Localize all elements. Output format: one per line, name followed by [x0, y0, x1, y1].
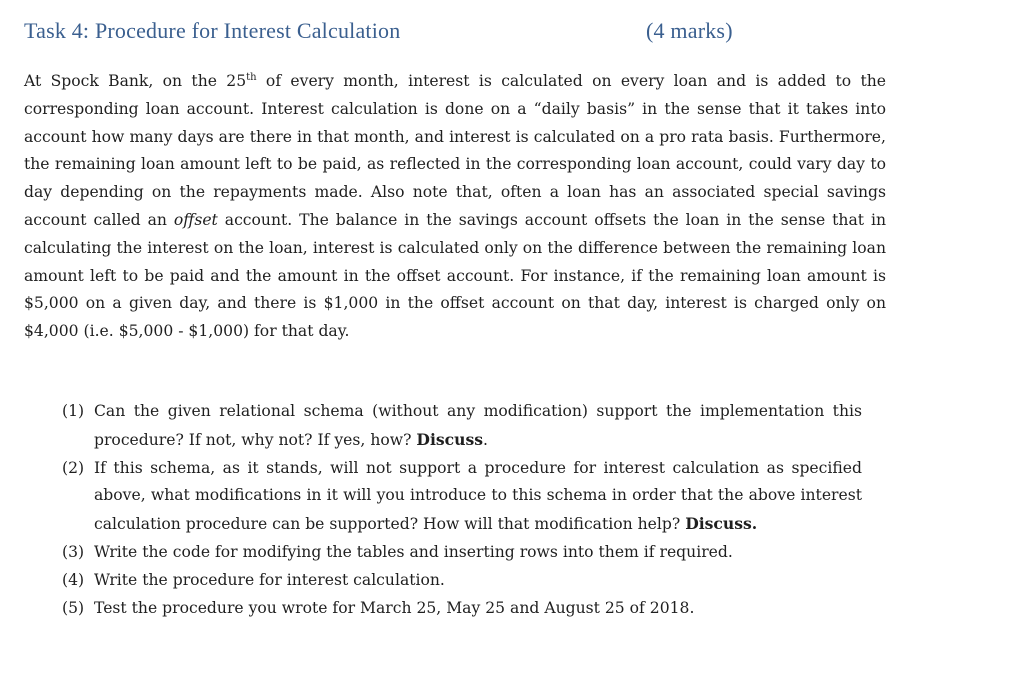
question-item	[62, 539, 862, 567]
question-emphasis: Discuss.	[685, 514, 758, 534]
question-item	[62, 398, 862, 455]
question-text: If this schema, as it stands, will not support a procedure for interest calculation as specified above, what modifications in it will you introduce to this schema in order that the above interest calculation procedure can be supported? How will that modification help?	[94, 458, 862, 534]
question-list	[62, 398, 862, 622]
question-number: (1)	[62, 402, 85, 420]
question-text: Write the procedure for interest calculation.	[94, 570, 445, 589]
intro-text-1: At Spock Bank, on the 25	[24, 72, 247, 90]
question-item	[62, 595, 862, 623]
task-title: Task 4: Procedure for Interest Calculation	[24, 18, 401, 43]
question-text: Test the procedure you wrote for March 25, May 25 and August 25 of 2018.	[94, 598, 695, 617]
intro-text-2: of every month, interest is calculated on every loan and is added to the corresponding loan account. Interest calculation is done on a “daily basis” in the sense that it takes into account how many days are there in that month, and interest is calculated on a pro rata basis. Furthermore, the remaining loan amount left to be paid, as reflected in the corresponding loan account, could vary day to day depending on the repayments made. Also note that, often a loan has an associated special savings account called an	[24, 72, 886, 229]
task-heading	[24, 18, 764, 50]
question-number: (3)	[62, 542, 85, 561]
question-number: (2)	[62, 458, 85, 477]
intro-paragraph	[24, 68, 886, 346]
intro-ordinal-suffix: th	[246, 72, 257, 83]
question-number: (5)	[62, 598, 85, 617]
question-text: Write the code for modifying the tables and inserting rows into them if required.	[94, 542, 733, 561]
question-text: Can the given relational schema (without any modification) support the implementation this procedure? If not, why not? If yes, how?	[94, 402, 862, 449]
question-item	[62, 455, 862, 539]
intro-italic-term: offset	[173, 210, 218, 229]
question-emphasis: Discuss	[416, 429, 484, 449]
question-tail: .	[483, 430, 489, 449]
question-number: (4)	[62, 570, 85, 589]
intro-text-3: account. The balance in the savings account offsets the loan in the sense that in calculating the interest on the loan, interest is calculated only on the difference between the remaining loan amount left to be paid and the amount in the offset account. For instance, if the remaining loan amount is $5,000 on a given day, and there is $1,000 in the offset account on that day, interest is charged only on $4,000 (i.e. $5,000 - $1,000) for that day.	[24, 210, 886, 341]
task-marks: (4 marks)	[646, 18, 733, 43]
question-item	[62, 567, 862, 595]
